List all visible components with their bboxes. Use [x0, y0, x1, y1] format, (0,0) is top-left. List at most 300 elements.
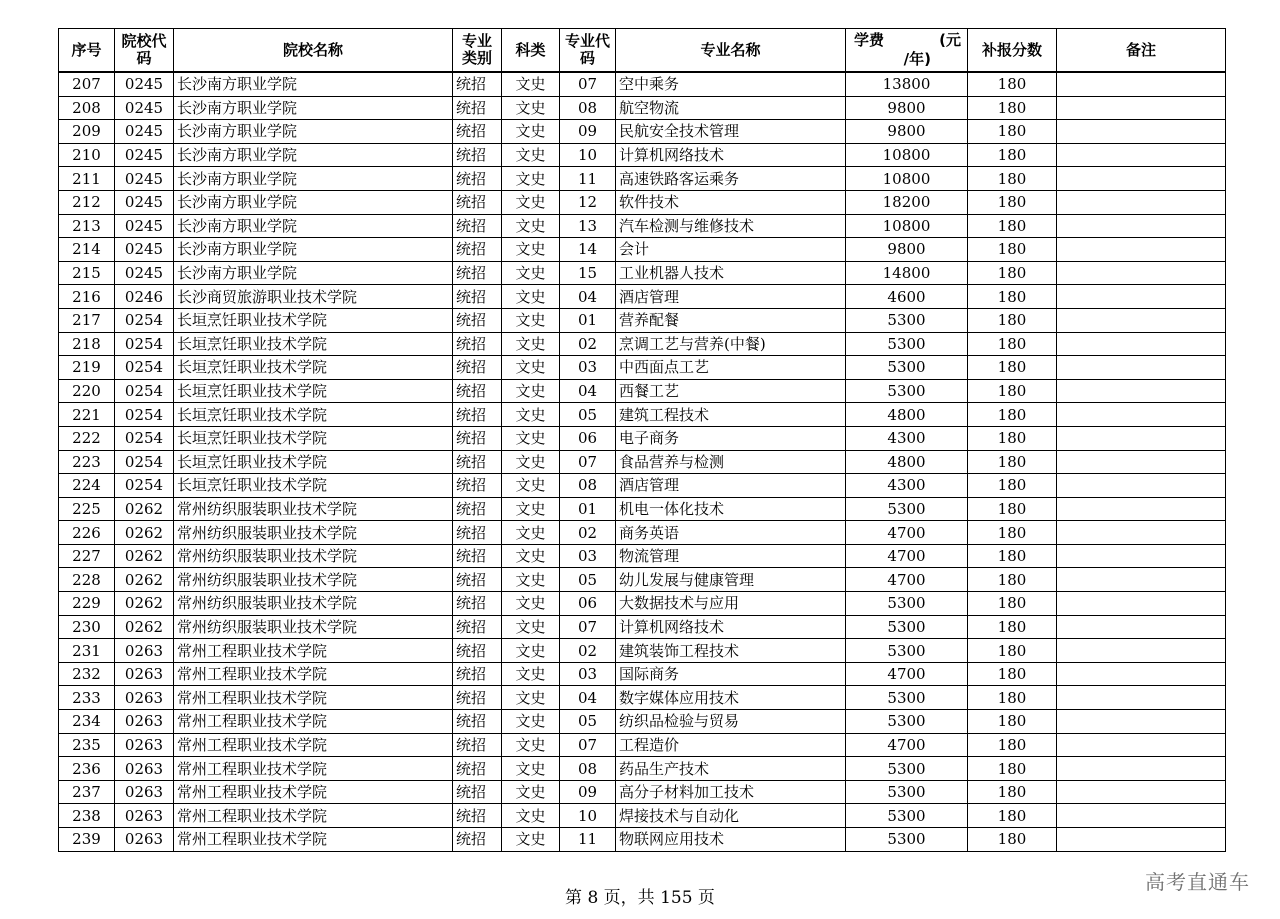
cell-major-category: 统招: [453, 780, 502, 804]
cell-school-code: 0262: [115, 615, 174, 639]
cell-subject: 文史: [502, 544, 560, 568]
cell-major-code: 03: [560, 544, 616, 568]
cell-remark: [1057, 828, 1226, 852]
cell-major-name: 酒店管理: [616, 285, 846, 309]
cell-fee: 18200: [846, 190, 968, 214]
cell-fee: 10800: [846, 214, 968, 238]
cell-school-code: 0245: [115, 120, 174, 144]
header-school-name: 院校名称: [174, 29, 453, 73]
table-row: [59, 474, 1226, 498]
cell-subject: 文史: [502, 592, 560, 616]
cell-major-name: 国际商务: [616, 662, 846, 686]
table-row: [59, 450, 1226, 474]
cell-school-name: 长沙南方职业学院: [174, 261, 453, 285]
cell-seq: 234: [59, 710, 115, 734]
cell-major-name: 计算机网络技术: [616, 143, 846, 167]
table-row: [59, 426, 1226, 450]
cell-remark: [1057, 356, 1226, 380]
cell-major-code: 03: [560, 356, 616, 380]
cell-subject: 文史: [502, 450, 560, 474]
table-row: [59, 379, 1226, 403]
cell-fee: 5300: [846, 780, 968, 804]
cell-subject: 文史: [502, 662, 560, 686]
cell-major-name: 高分子材料加工技术: [616, 780, 846, 804]
cell-min-score: 180: [968, 710, 1057, 734]
cell-major-name: 食品营养与检测: [616, 450, 846, 474]
cell-seq: 216: [59, 285, 115, 309]
cell-subject: 文史: [502, 403, 560, 427]
cell-major-category: 统招: [453, 332, 502, 356]
cell-major-code: 05: [560, 710, 616, 734]
cell-major-code: 10: [560, 143, 616, 167]
cell-major-code: 05: [560, 403, 616, 427]
cell-school-code: 0245: [115, 190, 174, 214]
cell-school-name: 常州纺织服装职业技术学院: [174, 592, 453, 616]
cell-major-code: 01: [560, 497, 616, 521]
cell-major-code: 12: [560, 190, 616, 214]
cell-fee: 4300: [846, 474, 968, 498]
cell-major-category: 统招: [453, 662, 502, 686]
cell-fee: 5300: [846, 804, 968, 828]
header-seq: 序号: [59, 29, 115, 73]
cell-major-name: 物联网应用技术: [616, 828, 846, 852]
cell-fee: 5300: [846, 757, 968, 781]
cell-remark: [1057, 214, 1226, 238]
header-subject: 科类: [502, 29, 560, 73]
cell-seq: 227: [59, 544, 115, 568]
cell-subject: 文史: [502, 710, 560, 734]
cell-seq: 217: [59, 308, 115, 332]
cell-major-name: 药品生产技术: [616, 757, 846, 781]
cell-major-code: 04: [560, 285, 616, 309]
cell-remark: [1057, 96, 1226, 120]
cell-seq: 218: [59, 332, 115, 356]
cell-fee: 5300: [846, 828, 968, 852]
table-row: [59, 639, 1226, 663]
table-row: [59, 285, 1226, 309]
header-fee-unit-open: (元: [939, 31, 961, 49]
cell-seq: 225: [59, 497, 115, 521]
cell-major-category: 统招: [453, 120, 502, 144]
cell-seq: 236: [59, 757, 115, 781]
cell-seq: 223: [59, 450, 115, 474]
table-row: [59, 804, 1226, 828]
cell-major-code: 02: [560, 639, 616, 663]
cell-min-score: 180: [968, 72, 1057, 96]
cell-school-name: 长垣烹饪职业技术学院: [174, 308, 453, 332]
cell-major-name: 幼儿发展与健康管理: [616, 568, 846, 592]
cell-min-score: 180: [968, 592, 1057, 616]
cell-min-score: 180: [968, 285, 1057, 309]
cell-school-name: 长沙商贸旅游职业技术学院: [174, 285, 453, 309]
cell-min-score: 180: [968, 214, 1057, 238]
cell-major-category: 统招: [453, 356, 502, 380]
cell-min-score: 180: [968, 521, 1057, 545]
cell-school-name: 常州工程职业技术学院: [174, 780, 453, 804]
cell-min-score: 180: [968, 804, 1057, 828]
table-row: [59, 521, 1226, 545]
table-row: [59, 662, 1226, 686]
cell-school-code: 0262: [115, 568, 174, 592]
cell-major-code: 02: [560, 521, 616, 545]
table-row: [59, 828, 1226, 852]
cell-major-code: 08: [560, 96, 616, 120]
cell-seq: 214: [59, 238, 115, 262]
cell-subject: 文史: [502, 379, 560, 403]
cell-major-category: 统招: [453, 238, 502, 262]
cell-major-code: 10: [560, 804, 616, 828]
cell-subject: 文史: [502, 261, 560, 285]
cell-school-name: 长垣烹饪职业技术学院: [174, 403, 453, 427]
cell-school-name: 长沙南方职业学院: [174, 96, 453, 120]
cell-major-name: 会计: [616, 238, 846, 262]
cell-major-name: 民航安全技术管理: [616, 120, 846, 144]
cell-remark: [1057, 379, 1226, 403]
cell-remark: [1057, 450, 1226, 474]
header-row: [59, 29, 1226, 73]
cell-subject: 文史: [502, 238, 560, 262]
cell-min-score: 180: [968, 120, 1057, 144]
table-row: [59, 757, 1226, 781]
page-number: 第 8 页，共 155 页: [565, 888, 715, 908]
cell-subject: 文史: [502, 828, 560, 852]
cell-seq: 207: [59, 72, 115, 96]
cell-subject: 文史: [502, 780, 560, 804]
table-row: [59, 403, 1226, 427]
cell-school-code: 0263: [115, 804, 174, 828]
cell-min-score: 180: [968, 544, 1057, 568]
cell-major-name: 计算机网络技术: [616, 615, 846, 639]
cell-school-name: 长沙南方职业学院: [174, 167, 453, 191]
cell-major-name: 软件技术: [616, 190, 846, 214]
table-row: [59, 214, 1226, 238]
table-row: [59, 167, 1226, 191]
cell-min-score: 180: [968, 238, 1057, 262]
cell-major-code: 07: [560, 450, 616, 474]
cell-subject: 文史: [502, 143, 560, 167]
cell-school-code: 0254: [115, 426, 174, 450]
cell-school-name: 常州纺织服装职业技术学院: [174, 521, 453, 545]
cell-major-code: 14: [560, 238, 616, 262]
cell-school-code: 0263: [115, 733, 174, 757]
cell-major-code: 05: [560, 568, 616, 592]
header-major-name: 专业名称: [616, 29, 846, 73]
cell-school-code: 0254: [115, 356, 174, 380]
cell-min-score: 180: [968, 757, 1057, 781]
cell-fee: 4600: [846, 285, 968, 309]
cell-seq: 237: [59, 780, 115, 804]
cell-subject: 文史: [502, 356, 560, 380]
cell-fee: 4800: [846, 450, 968, 474]
cell-min-score: 180: [968, 828, 1057, 852]
cell-school-code: 0263: [115, 686, 174, 710]
cell-school-name: 长垣烹饪职业技术学院: [174, 450, 453, 474]
cell-remark: [1057, 426, 1226, 450]
cell-min-score: 180: [968, 96, 1057, 120]
header-remark: 备注: [1057, 29, 1226, 73]
table-row: [59, 544, 1226, 568]
cell-seq: 210: [59, 143, 115, 167]
cell-seq: 230: [59, 615, 115, 639]
cell-remark: [1057, 757, 1226, 781]
cell-school-name: 长垣烹饪职业技术学院: [174, 332, 453, 356]
cell-major-name: 物流管理: [616, 544, 846, 568]
cell-remark: [1057, 238, 1226, 262]
cell-school-code: 0245: [115, 167, 174, 191]
cell-major-code: 08: [560, 757, 616, 781]
cell-major-category: 统招: [453, 733, 502, 757]
cell-major-category: 统招: [453, 497, 502, 521]
cell-school-name: 常州工程职业技术学院: [174, 804, 453, 828]
cell-remark: [1057, 332, 1226, 356]
cell-seq: 213: [59, 214, 115, 238]
cell-seq: 208: [59, 96, 115, 120]
cell-seq: 232: [59, 662, 115, 686]
cell-min-score: 180: [968, 568, 1057, 592]
cell-min-score: 180: [968, 474, 1057, 498]
cell-school-code: 0262: [115, 497, 174, 521]
cell-fee: 5300: [846, 639, 968, 663]
cell-seq: 209: [59, 120, 115, 144]
table-row: [59, 238, 1226, 262]
cell-min-score: 180: [968, 662, 1057, 686]
cell-fee: 5300: [846, 615, 968, 639]
cell-major-category: 统招: [453, 710, 502, 734]
cell-seq: 235: [59, 733, 115, 757]
cell-major-category: 统招: [453, 167, 502, 191]
cell-major-category: 统招: [453, 828, 502, 852]
cell-major-code: 13: [560, 214, 616, 238]
cell-major-category: 统招: [453, 592, 502, 616]
cell-remark: [1057, 167, 1226, 191]
cell-major-category: 统招: [453, 426, 502, 450]
cell-major-category: 统招: [453, 72, 502, 96]
cell-min-score: 180: [968, 379, 1057, 403]
cell-major-category: 统招: [453, 639, 502, 663]
table-row: [59, 592, 1226, 616]
cell-major-code: 09: [560, 780, 616, 804]
cell-subject: 文史: [502, 167, 560, 191]
cell-subject: 文史: [502, 308, 560, 332]
cell-subject: 文史: [502, 497, 560, 521]
cell-school-code: 0262: [115, 544, 174, 568]
cell-remark: [1057, 780, 1226, 804]
cell-major-name: 商务英语: [616, 521, 846, 545]
cell-fee: 13800: [846, 72, 968, 96]
cell-remark: [1057, 521, 1226, 545]
cell-seq: 212: [59, 190, 115, 214]
cell-major-name: 建筑装饰工程技术: [616, 639, 846, 663]
cell-fee: 9800: [846, 238, 968, 262]
cell-seq: 226: [59, 521, 115, 545]
cell-school-code: 0245: [115, 143, 174, 167]
table-row: [59, 710, 1226, 734]
cell-school-name: 长垣烹饪职业技术学院: [174, 356, 453, 380]
cell-min-score: 180: [968, 686, 1057, 710]
cell-fee: 4700: [846, 733, 968, 757]
cell-major-name: 机电一体化技术: [616, 497, 846, 521]
cell-major-category: 统招: [453, 261, 502, 285]
cell-fee: 4800: [846, 403, 968, 427]
cell-school-name: 常州工程职业技术学院: [174, 828, 453, 852]
cell-school-code: 0245: [115, 238, 174, 262]
cell-fee: 9800: [846, 96, 968, 120]
cell-remark: [1057, 733, 1226, 757]
cell-major-name: 纺织品检验与贸易: [616, 710, 846, 734]
cell-school-name: 常州纺织服装职业技术学院: [174, 568, 453, 592]
cell-seq: 233: [59, 686, 115, 710]
cell-major-name: 大数据技术与应用: [616, 592, 846, 616]
cell-school-code: 0254: [115, 403, 174, 427]
cell-major-category: 统招: [453, 403, 502, 427]
cell-school-name: 常州工程职业技术学院: [174, 710, 453, 734]
cell-major-code: 06: [560, 426, 616, 450]
cell-major-category: 统招: [453, 450, 502, 474]
cell-school-code: 0245: [115, 72, 174, 96]
cell-school-code: 0245: [115, 261, 174, 285]
cell-subject: 文史: [502, 686, 560, 710]
cell-seq: 228: [59, 568, 115, 592]
cell-school-name: 常州纺织服装职业技术学院: [174, 497, 453, 521]
cell-major-code: 02: [560, 332, 616, 356]
header-min-score: 补报分数: [968, 29, 1057, 73]
table-row: [59, 733, 1226, 757]
cell-remark: [1057, 308, 1226, 332]
cell-fee: 4700: [846, 662, 968, 686]
cell-fee: 5300: [846, 308, 968, 332]
cell-school-name: 常州工程职业技术学院: [174, 639, 453, 663]
cell-remark: [1057, 72, 1226, 96]
cell-school-name: 长沙南方职业学院: [174, 143, 453, 167]
cell-school-name: 常州纺织服装职业技术学院: [174, 615, 453, 639]
table-row: [59, 308, 1226, 332]
cell-remark: [1057, 804, 1226, 828]
cell-subject: 文史: [502, 426, 560, 450]
cell-min-score: 180: [968, 780, 1057, 804]
cell-school-code: 0263: [115, 828, 174, 852]
cell-major-name: 工业机器人技术: [616, 261, 846, 285]
cell-major-name: 电子商务: [616, 426, 846, 450]
cell-fee: 5300: [846, 592, 968, 616]
cell-remark: [1057, 403, 1226, 427]
cell-subject: 文史: [502, 568, 560, 592]
table-row: [59, 356, 1226, 380]
cell-school-name: 长垣烹饪职业技术学院: [174, 474, 453, 498]
cell-school-code: 0263: [115, 780, 174, 804]
cell-school-code: 0245: [115, 96, 174, 120]
cell-fee: 5300: [846, 379, 968, 403]
cell-subject: 文史: [502, 757, 560, 781]
cell-major-name: 焊接技术与自动化: [616, 804, 846, 828]
cell-subject: 文史: [502, 190, 560, 214]
cell-major-code: 06: [560, 592, 616, 616]
cell-fee: 5300: [846, 356, 968, 380]
table-body: [59, 72, 1226, 851]
cell-major-category: 统招: [453, 568, 502, 592]
cell-remark: [1057, 639, 1226, 663]
cell-min-score: 180: [968, 308, 1057, 332]
cell-school-name: 常州工程职业技术学院: [174, 733, 453, 757]
cell-seq: 231: [59, 639, 115, 663]
cell-min-score: 180: [968, 143, 1057, 167]
cell-major-category: 统招: [453, 285, 502, 309]
cell-subject: 文史: [502, 72, 560, 96]
cell-fee: 10800: [846, 143, 968, 167]
cell-school-code: 0263: [115, 662, 174, 686]
cell-fee: 14800: [846, 261, 968, 285]
cell-major-name: 烹调工艺与营养(中餐): [616, 332, 846, 356]
table-row: [59, 72, 1226, 96]
cell-school-code: 0246: [115, 285, 174, 309]
cell-major-code: 11: [560, 828, 616, 852]
cell-major-code: 03: [560, 662, 616, 686]
cell-remark: [1057, 568, 1226, 592]
cell-remark: [1057, 710, 1226, 734]
cell-major-category: 统招: [453, 308, 502, 332]
table-row: [59, 780, 1226, 804]
cell-major-category: 统招: [453, 521, 502, 545]
cell-major-category: 统招: [453, 143, 502, 167]
cell-school-name: 长沙南方职业学院: [174, 238, 453, 262]
header-major-category: 专业类别: [453, 29, 502, 73]
table-row: [59, 261, 1226, 285]
cell-remark: [1057, 686, 1226, 710]
cell-major-name: 中西面点工艺: [616, 356, 846, 380]
cell-school-code: 0263: [115, 757, 174, 781]
cell-subject: 文史: [502, 474, 560, 498]
header-school-code: 院校代码: [115, 29, 174, 73]
cell-major-code: 15: [560, 261, 616, 285]
cell-remark: [1057, 120, 1226, 144]
cell-min-score: 180: [968, 190, 1057, 214]
cell-seq: 238: [59, 804, 115, 828]
cell-school-name: 常州工程职业技术学院: [174, 662, 453, 686]
table-row: [59, 143, 1226, 167]
cell-subject: 文史: [502, 804, 560, 828]
cell-major-name: 空中乘务: [616, 72, 846, 96]
cell-fee: 4300: [846, 426, 968, 450]
cell-remark: [1057, 662, 1226, 686]
cell-seq: 215: [59, 261, 115, 285]
table-row: [59, 96, 1226, 120]
cell-min-score: 180: [968, 261, 1057, 285]
table-row: [59, 686, 1226, 710]
cell-major-code: 11: [560, 167, 616, 191]
cell-subject: 文史: [502, 521, 560, 545]
cell-school-code: 0263: [115, 710, 174, 734]
cell-major-code: 08: [560, 474, 616, 498]
table-row: [59, 120, 1226, 144]
cell-seq: 219: [59, 356, 115, 380]
cell-seq: 211: [59, 167, 115, 191]
cell-school-name: 长沙南方职业学院: [174, 214, 453, 238]
cell-fee: 5300: [846, 497, 968, 521]
cell-major-category: 统招: [453, 757, 502, 781]
cell-school-name: 长垣烹饪职业技术学院: [174, 426, 453, 450]
cell-major-category: 统招: [453, 804, 502, 828]
cell-school-code: 0262: [115, 592, 174, 616]
cell-min-score: 180: [968, 639, 1057, 663]
cell-seq: 221: [59, 403, 115, 427]
cell-min-score: 180: [968, 332, 1057, 356]
cell-major-name: 高速铁路客运乘务: [616, 167, 846, 191]
cell-subject: 文史: [502, 120, 560, 144]
cell-major-name: 西餐工艺: [616, 379, 846, 403]
header-major-code: 专业代码: [560, 29, 616, 73]
cell-school-code: 0262: [115, 521, 174, 545]
cell-school-code: 0263: [115, 639, 174, 663]
cell-subject: 文史: [502, 96, 560, 120]
